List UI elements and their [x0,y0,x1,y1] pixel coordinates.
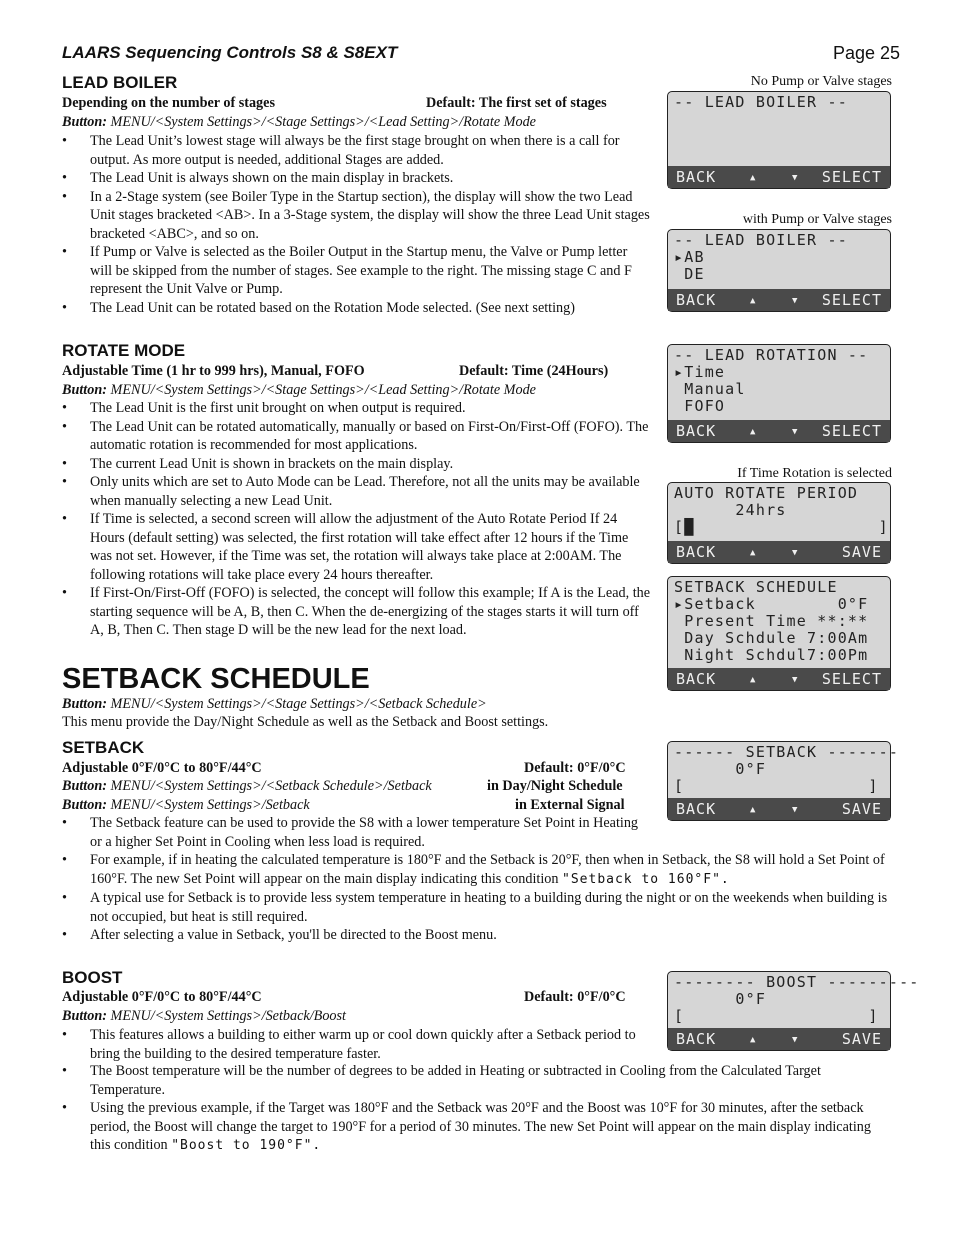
list-item: • Using the previous example, if the Target was 180°F and the Setback was 20°F and the Boost was 10°F for 30 minutes, after the setback period, the Boost will change the target to 190°F for a period of 30 minutes. The new Set Point will appear on the main display indicating this condition "Boost to 190°F". [62,1099,894,1156]
lcd-line: ------ SETBACK ------- [674,743,900,761]
rotate-mode-button-path: Button: MENU/<System Settings>/<Stage Settings>/<Lead Setting>/Rotate Mode [62,382,536,398]
boost-heading: BOOST [62,968,123,987]
back-softkey: BACK [676,291,717,309]
rotate-mode-bullets [62,399,652,640]
setback-note-1: in Day/Night Schedule [487,778,623,794]
lcd-line: AUTO ROTATE PERIOD [674,484,859,502]
lcd-line: ▸Setback 0°F [674,595,869,613]
caption-with-pump: with Pump or Valve stages [742,212,892,227]
lcd-line: [ ] [674,1007,879,1025]
list-item: • The Lead Unit can be rotated automatically, manually or based on First-On/First-Off (FOFO). The automatic rotation is recommended for most applications. [62,418,652,455]
down-arrow-icon: ▼ [792,805,799,815]
lead-boiler-heading: LEAD BOILER [62,73,178,92]
setback-default: Default: 0°F/0°C [524,760,626,776]
boost-range: Adjustable 0°F/0°C to 80°F/44°C [62,989,262,1005]
down-arrow-icon: ▼ [792,675,799,685]
setback-schedule-button-path: Button: MENU/<System Settings>/<Stage Settings>/<Setback Schedule> [62,696,487,712]
down-arrow-icon: ▼ [792,548,799,558]
up-arrow-icon: ▲ [750,173,757,183]
inline-display-text: "Boost to 190°F". [171,1138,322,1153]
list-item: • Only units which are set to Auto Mode can be Lead. Therefore, not all the units may be available when manually selecting a new Lead Unit. [62,473,652,510]
lcd-line: Present Time **:** [674,612,869,630]
lcd-lead-rotation [667,344,891,443]
lcd-softkey-bar [668,541,890,563]
down-arrow-icon: ▼ [792,173,799,183]
up-arrow-icon: ▲ [750,548,757,558]
inline-display-text: "Setback to 160°F". [562,871,730,887]
save-softkey: SAVE [841,1030,882,1048]
setback-note-2: in External Signal [515,797,625,813]
down-arrow-icon: ▼ [792,1035,799,1045]
lcd-line: Manual [674,380,746,398]
caption-time-rotation: If Time Rotation is selected [737,466,892,481]
save-softkey: SAVE [841,543,882,561]
select-softkey: SELECT [821,168,882,186]
list-item: • If First-On/First-Off (FOFO) is selected, the concept will follow this example; If A is the Lead, the starting sequence will be A, B, then C. When the de-energizing of the stages starts it will turn off A, B, Then C. Then stage D will be the new lead for the next load. [62,584,652,640]
back-softkey: BACK [676,543,717,561]
lead-boiler-range: Depending on the number of stages [62,95,275,111]
back-softkey: BACK [676,422,717,440]
lcd-line: ▸Time [674,363,726,381]
down-arrow-icon: ▼ [792,296,799,306]
lcd-lead-boiler [667,91,891,189]
list-item: • After selecting a value in Setback, you'll be directed to the Boost menu. [62,926,894,945]
back-softkey: BACK [676,168,717,186]
lcd-line: [ ] [674,777,879,795]
lead-boiler-bullets [62,132,652,317]
lcd-softkey-bar [668,1028,890,1050]
setback-range: Adjustable 0°F/0°C to 80°F/44°C [62,760,262,776]
list-item: • The Lead Unit’s lowest stage will always be the first stage brought on when there is a call for output. As more output is needed, additional Stages are added. [62,132,652,169]
list-item: • This features allows a building to either warm up or cool down quickly after a Setback period to bring the building to the desired temperature faster. [62,1026,642,1063]
up-arrow-icon: ▲ [750,296,757,306]
setback-schedule-intro: This menu provide the Day/Night Schedule as well as the Setback and Boost settings. [62,714,549,730]
lcd-boost [667,971,920,1051]
lcd-softkey-bar [668,289,890,311]
boost-button-path: Button: MENU/<System Settings>/Setback/Boost [62,1008,346,1024]
page-number: Page 25 [832,43,900,63]
boost-default: Default: 0°F/0°C [524,989,626,1005]
list-item: • In a 2-Stage system (see Boiler Type in the Startup section), the display will show the two Lead Unit stages bracketed <AB>. In a 3-Stage system, the display will show the three Lead Unit stages bracketed <ABC>, and so on. [62,188,652,244]
rotate-mode-range: Adjustable Time (1 hr to 999 hrs), Manual, FOFO [62,363,365,379]
setback-heading: SETBACK [62,738,145,757]
select-softkey: SELECT [821,670,882,688]
lcd-setback [667,741,900,821]
back-softkey: BACK [676,800,717,818]
document-title: LAARS Sequencing Controls S8 & S8EXT [62,43,398,62]
lcd-line: 24hrs [674,501,787,519]
setback-bullets-top [62,814,640,851]
lcd-setback-schedule [667,576,891,691]
lcd-line: 0°F [674,990,767,1008]
lcd-line: Day Schdule 7:00Am [674,629,869,647]
rotate-mode-default: Default: Time (24Hours) [459,363,609,379]
lcd-softkey-bar [668,420,890,442]
select-softkey: SELECT [821,422,882,440]
setback-button-path-1: Button: MENU/<System Settings>/<Setback Schedule>/Setback [62,778,432,794]
up-arrow-icon: ▲ [750,427,757,437]
list-item: • The Lead Unit is always shown on the main display in brackets. [62,169,652,188]
lcd-line: [█ ] [674,518,889,536]
lcd-lead-boiler-pump [667,229,891,312]
lcd-softkey-bar [668,798,890,820]
list-item: • The Setback feature can be used to provide the S8 with a lower temperature Set Point in Heating or a higher Set Point in Cooling when less load is required. [62,814,640,851]
lcd-line: -------- BOOST --------- [674,973,920,991]
lcd-line: -- LEAD BOILER -- [674,231,848,249]
list-item: • The current Lead Unit is shown in brackets on the main display. [62,455,652,474]
lcd-line: Night Schdul7:00Pm [674,646,869,664]
lcd-line: SETBACK SCHEDULE [674,578,838,596]
lcd-softkey-bar [668,668,890,690]
rotate-mode-heading: ROTATE MODE [62,341,186,360]
up-arrow-icon: ▲ [750,1035,757,1045]
lead-boiler-button-path: Button: MENU/<System Settings>/<Stage Settings>/<Lead Setting>/Rotate Mode [62,114,536,130]
up-arrow-icon: ▲ [750,675,757,685]
select-softkey: SELECT [821,291,882,309]
setback-bullets [62,851,894,945]
boost-bullets [62,1062,894,1156]
caption-no-pump: No Pump or Valve stages [750,74,892,89]
list-item: • The Lead Unit can be rotated based on the Rotation Mode selected. (See next setting) [62,299,652,318]
lcd-line: -- LEAD BOILER -- [674,93,848,111]
list-item: • If Pump or Valve is selected as the Boiler Output in the Startup menu, the Valve or Pump letter will be skipped from the number of stages. See example to the right. The missing stage C and F represent the Unit Valve or Pump. [62,243,652,299]
lcd-auto-rotate-period [667,482,891,564]
lcd-line: -- LEAD ROTATION -- [674,346,869,364]
up-arrow-icon: ▲ [750,805,757,815]
lcd-line: ▸AB [674,248,705,266]
setback-schedule-heading: SETBACK SCHEDULE [62,663,370,695]
down-arrow-icon: ▼ [792,427,799,437]
lcd-line: 0°F [674,760,767,778]
lcd-line: DE [674,265,705,283]
list-item: • If Time is selected, a second screen will allow the adjustment of the Auto Rotate Period If 24 Hours (default setting) was selected, the first rotation will take effect after 12 hours if the Time was not set. However, if the Time was set, the rotation will always take place at 2:00AM. The following rotations will take place every 24 hours thereafter. [62,510,652,584]
setback-button-path-2: Button: MENU/<System Settings>/Setback [62,797,310,813]
lcd-line: FOFO [674,397,726,415]
save-softkey: SAVE [841,800,882,818]
back-softkey: BACK [676,670,717,688]
list-item: • The Lead Unit is the first unit brought on when output is required. [62,399,652,418]
boost-bullets-top [62,1026,642,1063]
list-item: • For example, if in heating the calculated temperature is 180°F and the Setback is 20°F, then when in Setback, the S8 will hold a Set Point of 160°F. The new Set Point will appear on the main display indicating this condition "Setback to 160°F". [62,851,894,889]
list-item: • The Boost temperature will be the number of degrees to be added in Heating or subtracted in Cooling from the Calculated Target Temperature. [62,1062,894,1099]
lead-boiler-default: Default: The first set of stages [426,95,607,111]
back-softkey: BACK [676,1030,717,1048]
list-item: • A typical use for Setback is to provide less system temperature in heating to a building during the night or on the weekends when building is not occupied, but heat is still required. [62,889,894,926]
lcd-softkey-bar [668,166,890,188]
